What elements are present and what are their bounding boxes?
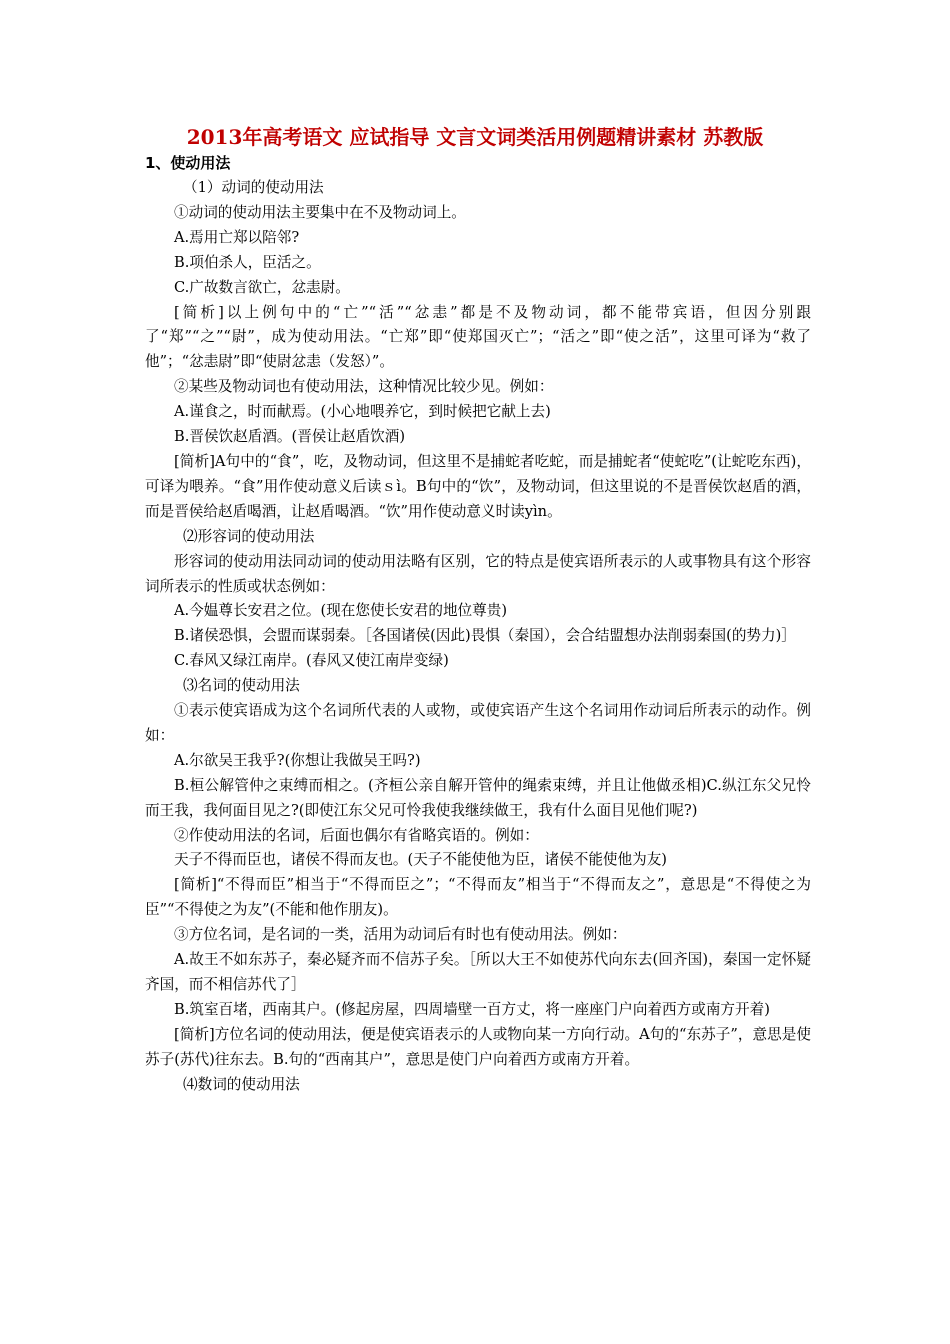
section-heading: 1、使动用法 (145, 154, 231, 172)
paragraph: ①表示使宾语成为这个名词所代表的人或物，或使宾语产生这个名词用作动词后所表示的动作。例如： (145, 702, 811, 744)
paragraph: A.今媪尊长安君之位。(现在您使长安君的地位尊贵) (174, 602, 508, 620)
paragraph: C.春风又绿江南岸。(春风又使江南岸变绿) (174, 652, 449, 670)
paragraph: A.谨食之，时而献焉。(小心地喂养它，到时候把它献上去) (174, 403, 551, 421)
paragraph: C.广故数言欲亡，忿恚尉。 (174, 278, 350, 296)
paragraph: ⑶名词的使动用法 (183, 677, 300, 695)
paragraph: B.诸侯恐惧，会盟而谋弱秦。［各国诸侯(因此)畏惧（秦国），会合结盟想办法削弱秦国(的势力)］ (174, 627, 796, 645)
paragraph: [简析]以上例句中的“亡”“活”“忿恚”都是不及物动词，都不能带宾语，但因分别跟了“郑”“之”“尉”，成为使动用法。“亡郑”即“使郑国灭亡”；“活之”即“使之活”，这里可译为“救了他”；“忿恚尉”即“使尉忿恚（发怒）”。 (145, 303, 811, 371)
paragraph: ①动词的使动用法主要集中在不及物动词上。 (174, 203, 466, 221)
paragraph: ②作使动用法的名词，后面也偶尔有省略宾语的。例如： (174, 826, 539, 844)
paragraph: B.桓公解管仲之束缚而相之。(齐桓公亲自解开管仲的绳索束缚，并且让他做丞相)C.纵江东父兄怜而王我，我何面目见之?(即使江东父兄可怜我使我继续做王，我有什么面目见他们呢?) (145, 776, 811, 819)
paragraph: [简析]方位名词的使动用法，便是使宾语表示的人或物向某一方向行动。A句的“东苏子”，意思是使苏子(苏代)往东去。B.句的“西南其户”，意思是使门户向着西方或南方开着。 (145, 1025, 811, 1068)
paragraph: A.尔欲吴王我乎?(你想让我做吴王吗?) (174, 751, 421, 769)
paragraph: A.焉用亡郑以陪邻? (174, 228, 300, 246)
paragraph: ③方位名词，是名词的一类，活用为动词后有时也有使动用法。例如： (174, 926, 627, 944)
paragraph: [简析]“不得而臣”相当于“不得而臣之”；“不得而友”相当于“不得而友之”，意思是“不得使之为臣”“不得使之为友”(不能和他作朋友)。 (145, 876, 811, 919)
paragraph: 形容词的使动用法同动词的使动用法略有区别，它的特点是使宾语所表示的人或事物具有这个形容词所表示的性质或状态例如： (145, 552, 811, 595)
paragraph: ②某些及物动词也有使动用法，这种情况比较少见。例如： (174, 378, 554, 396)
document-body (145, 176, 811, 1098)
document-title: 2013年高考语文 应试指导 文言文词类活用例题精讲素材 苏教版 (186, 125, 764, 149)
paragraph: B.晋侯饮赵盾酒。(晋侯让赵盾饮酒) (174, 428, 406, 446)
paragraph: B.筑室百堵，西南其户。(修起房屋，四周墙壁一百方丈，将一座座门户向着西方或南方开着) (174, 1000, 770, 1018)
paragraph: B.项伯杀人，臣活之。 (174, 253, 321, 271)
paragraph: ⑷数词的使动用法 (183, 1075, 300, 1093)
paragraph: [简析]A句中的“食”，吃，及物动词，但这里不是捕蛇者吃蛇，而是捕蛇者“使蛇吃”(让蛇吃东西)，可译为喂养。“食”用作使动意义后读ｓì。B句中的“饮”，及物动词，但这里说的不是晋侯饮赵盾的酒，而是晋侯给赵盾喝酒，让赵盾喝酒。“饮”用作使动意义时读yìn。 (145, 452, 811, 520)
paragraph: A.故王不如东苏子，秦必疑齐而不信苏子矣。［所以大王不如使苏代向东去(回齐国)，秦国一定怀疑齐国，而不相信苏代了］ (145, 951, 811, 993)
paragraph: 天子不得而臣也，诸侯不得而友也。(天子不能使他为臣，诸侯不能使他为友) (174, 851, 667, 869)
paragraph: （1）动词的使动用法 (183, 179, 324, 196)
paragraph: ⑵形容词的使动用法 (183, 527, 315, 545)
